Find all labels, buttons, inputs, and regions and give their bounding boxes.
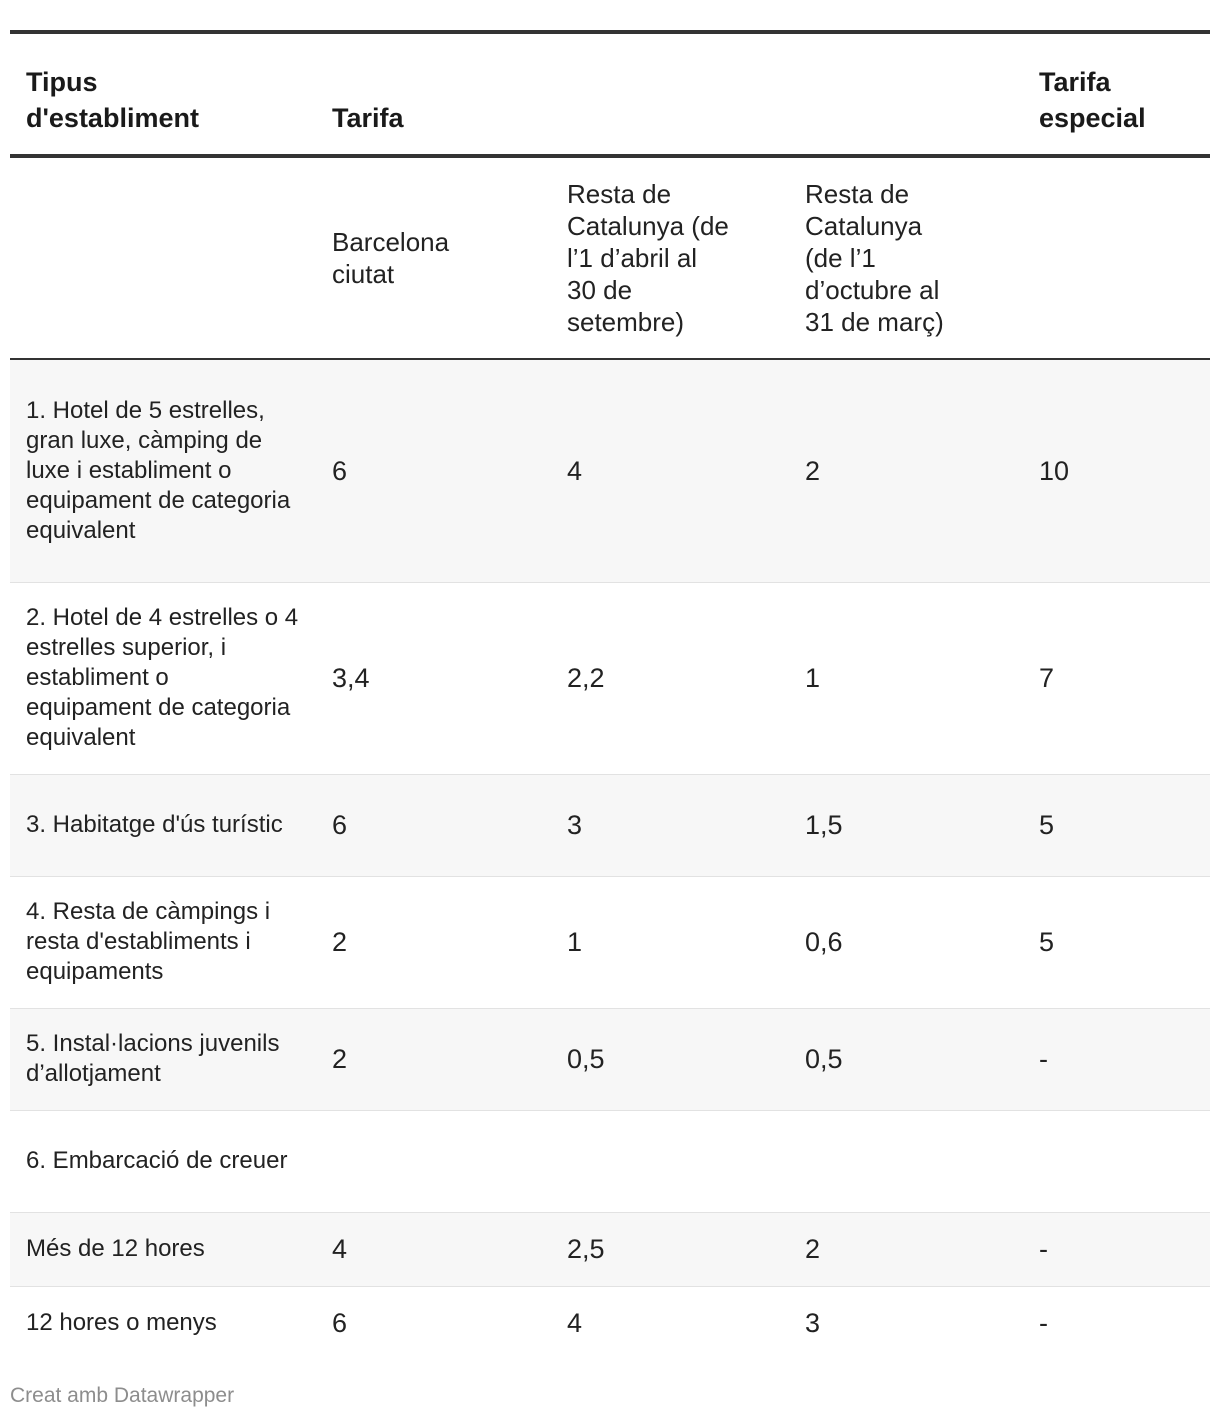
table-row (10, 876, 1210, 1008)
table-subheader-row (10, 156, 1210, 359)
cell-establishment-type: 6. Embarcació de creuer (10, 1110, 316, 1212)
cell-rest-april-september: 2,5 (551, 1212, 789, 1286)
table-row (10, 359, 1210, 582)
cell-special: 5 (1023, 774, 1210, 876)
header-empty-2 (789, 32, 1023, 156)
subheader-rest-april-september: Resta de Catalunya (de l’1 d’abril al 30 de setembre) (551, 156, 789, 359)
cell-barcelona: 3,4 (316, 582, 551, 774)
cell-special: 5 (1023, 876, 1210, 1008)
subheader-empty (10, 156, 316, 359)
cell-establishment-type: 4. Resta de càmpings i resta d'establiments i equipaments (10, 876, 316, 1008)
cell-rest-october-march: 0,6 (789, 876, 1023, 1008)
cell-establishment-type: 1. Hotel de 5 estrelles, gran luxe, càmping de luxe i establiment o equipament de categoria equivalent (10, 359, 316, 582)
cell-rest-april-september: 4 (551, 359, 789, 582)
cell-rest-october-march: 1 (789, 582, 1023, 774)
cell-special: - (1023, 1008, 1210, 1110)
header-tariff: Tarifa (316, 32, 551, 156)
table-row (10, 1286, 1210, 1360)
cell-barcelona: 6 (316, 359, 551, 582)
cell-establishment-type: 2. Hotel de 4 estrelles o 4 estrelles superior, i establiment o equipament de categoria equivalent (10, 582, 316, 774)
cell-rest-april-september: 3 (551, 774, 789, 876)
cell-special: - (1023, 1212, 1210, 1286)
header-empty-1 (551, 32, 789, 156)
cell-barcelona (316, 1110, 551, 1212)
cell-rest-april-september: 0,5 (551, 1008, 789, 1110)
subheader-special-empty (1023, 156, 1210, 359)
header-establishment-type: Tipus d'establiment (10, 32, 316, 156)
tourist-tax-table (10, 30, 1210, 1360)
cell-rest-october-march (789, 1110, 1023, 1212)
cell-special: 7 (1023, 582, 1210, 774)
cell-rest-october-march: 2 (789, 1212, 1023, 1286)
cell-rest-october-march: 2 (789, 359, 1023, 582)
rates-table-container (10, 30, 1210, 1360)
table-row (10, 1212, 1210, 1286)
cell-rest-april-september: 4 (567, 1308, 583, 1339)
cell-special: 10 (1023, 359, 1210, 582)
cell-establishment-type: 5. Instal·lacions juvenils d’allotjament (10, 1008, 316, 1110)
cell-special: - (1039, 1308, 1048, 1339)
cell-barcelona: 2 (316, 876, 551, 1008)
table-row (10, 582, 1210, 774)
header-special-tariff: Tarifa especial (1023, 32, 1210, 156)
cell-establishment-type: Més de 12 hores (10, 1212, 316, 1286)
cell-special (1023, 1110, 1210, 1212)
table-row (10, 774, 1210, 876)
cell-barcelona: 2 (316, 1008, 551, 1110)
cell-rest-april-september: 1 (551, 876, 789, 1008)
subheader-rest-october-march: Resta de Catalunya (de l’1 d’octubre al 31 de març) (789, 156, 1023, 359)
cell-rest-october-march: 1,5 (789, 774, 1023, 876)
table-row (10, 1110, 1210, 1212)
cell-establishment-type: 12 hores o menys (26, 1309, 217, 1337)
cell-rest-april-september: 2,2 (551, 582, 789, 774)
cell-rest-october-march: 3 (805, 1308, 821, 1339)
cell-establishment-type: 3. Habitatge d'ús turístic (10, 774, 316, 876)
datawrapper-credit-link[interactable]: Creat amb Datawrapper (10, 1384, 235, 1407)
subheader-barcelona-city: Barcelona ciutat (316, 156, 551, 359)
cell-barcelona: 6 (332, 1308, 348, 1339)
table-header-row (10, 32, 1210, 156)
cell-barcelona: 6 (316, 774, 551, 876)
cell-barcelona: 4 (316, 1212, 551, 1286)
cell-rest-october-march: 0,5 (789, 1008, 1023, 1110)
cell-rest-april-september (551, 1110, 789, 1212)
table-row (10, 1008, 1210, 1110)
